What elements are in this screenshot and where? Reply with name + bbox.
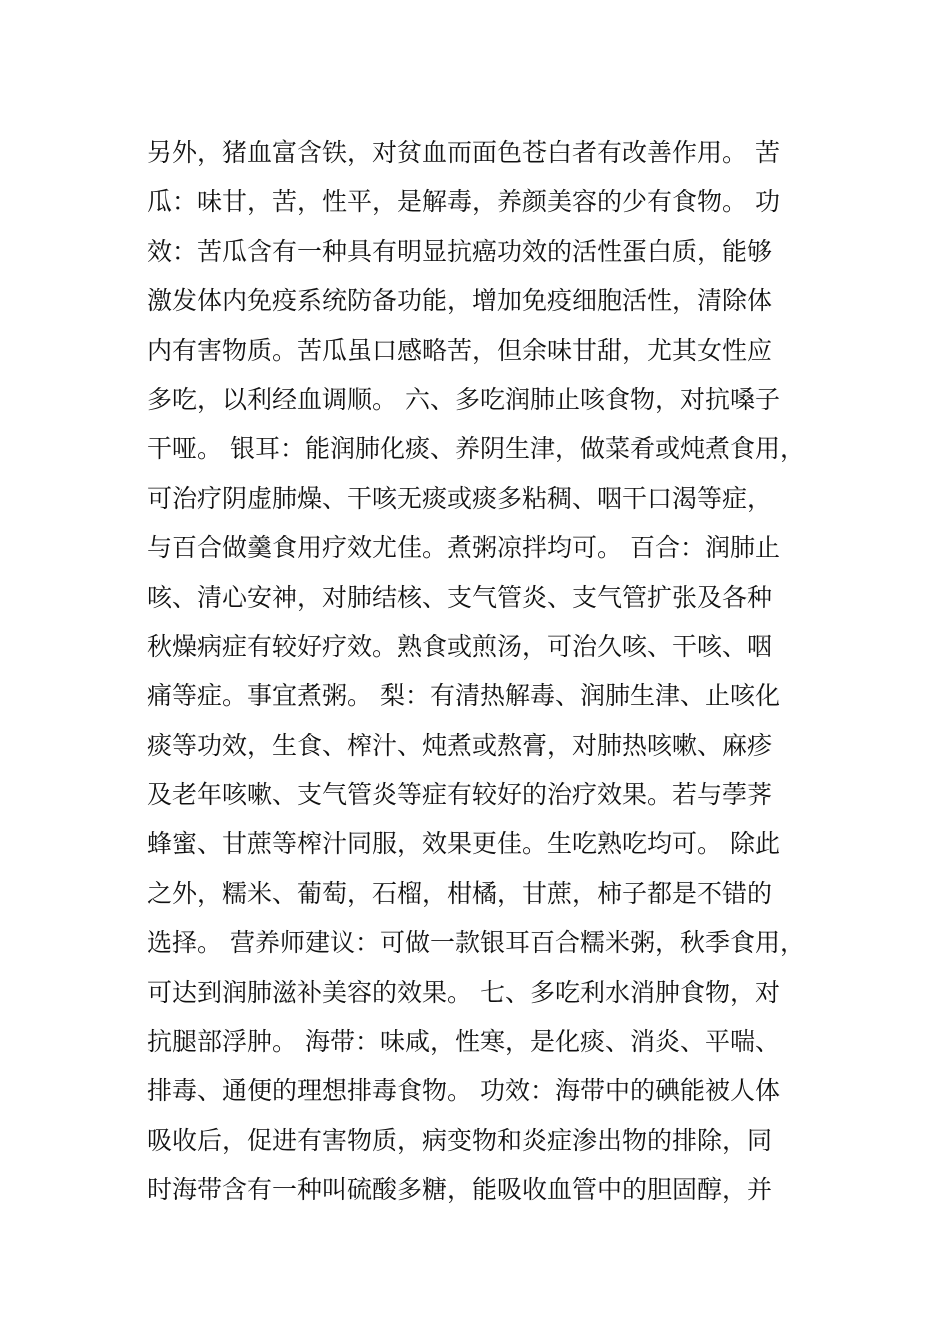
text-line: 多吃，以利经血调顺。 六、多吃润肺止咳食物，对抗嗓子 [147, 384, 780, 414]
text-line: 可治疗阴虚肺燥、干咳无痰或痰多粘稠、咽干口渴等症， [147, 483, 773, 513]
text-line: 抗腿部浮肿。 海带：味咸，性寒，是化痰、消炎、平喘、 [147, 1027, 780, 1057]
text-line: 效：苦瓜含有一种具有明显抗癌功效的活性蛋白质，能够 [147, 236, 773, 266]
text-line: 之外，糯米、葡萄，石榴，柑橘，甘蔗，柿子都是不错的 [147, 878, 773, 908]
text-line: 蜂蜜、甘蔗等榨汁同服，效果更佳。生吃熟吃均可。 除此 [147, 829, 780, 859]
body-text [147, 128, 847, 1215]
text-line: 内有害物质。苦瓜虽口感略苦，但余味甘甜，尤其女性应 [147, 335, 773, 365]
text-line: 秋燥病症有较好疗效。熟食或煎汤，可治久咳、干咳、咽 [147, 631, 773, 661]
text-line: 干哑。 银耳：能润肺化痰、养阴生津，做菜肴或炖煮食用， [147, 434, 805, 464]
text-line: 与百合做羹食用疗效尤佳。煮粥凉拌均可。 百合：润肺止 [147, 533, 780, 563]
text-line: 激发体内免疫系统防备功能，增加免疫细胞活性，清除体 [147, 286, 773, 316]
text-line: 瓜：味甘，苦，性平，是解毒，养颜美容的少有食物。 功 [147, 187, 780, 217]
text-line: 痛等症。事宜煮粥。 梨：有清热解毒、润肺生津、止咳化 [147, 681, 780, 711]
text-line: 吸收后，促进有害物质，病变物和炎症渗出物的排除，同 [147, 1125, 773, 1155]
text-line: 排毒、通便的理想排毒食物。 功效：海带中的碘能被人体 [147, 1076, 780, 1106]
text-line: 痰等功效，生食、榨汁、炖煮或熬膏，对肺热咳嗽、麻疹 [147, 730, 773, 760]
text-line: 咳、清心安神，对肺结核、支气管炎、支气管扩张及各种 [147, 582, 773, 612]
text-line: 可达到润肺滋补美容的效果。 七、多吃利水消肿食物，对 [147, 977, 780, 1007]
text-line: 及老年咳嗽、支气管炎等症有较好的治疗效果。若与荸荠 [147, 780, 773, 810]
text-line: 另外，猪血富含铁，对贫血而面色苍白者有改善作用。 苦 [147, 138, 780, 167]
text-line: 时海带含有一种叫硫酸多糖，能吸收血管中的胆固醇，并 [147, 1175, 773, 1205]
text-line: 选择。 营养师建议：可做一款银耳百合糯米粥，秋季食用， [147, 928, 805, 958]
